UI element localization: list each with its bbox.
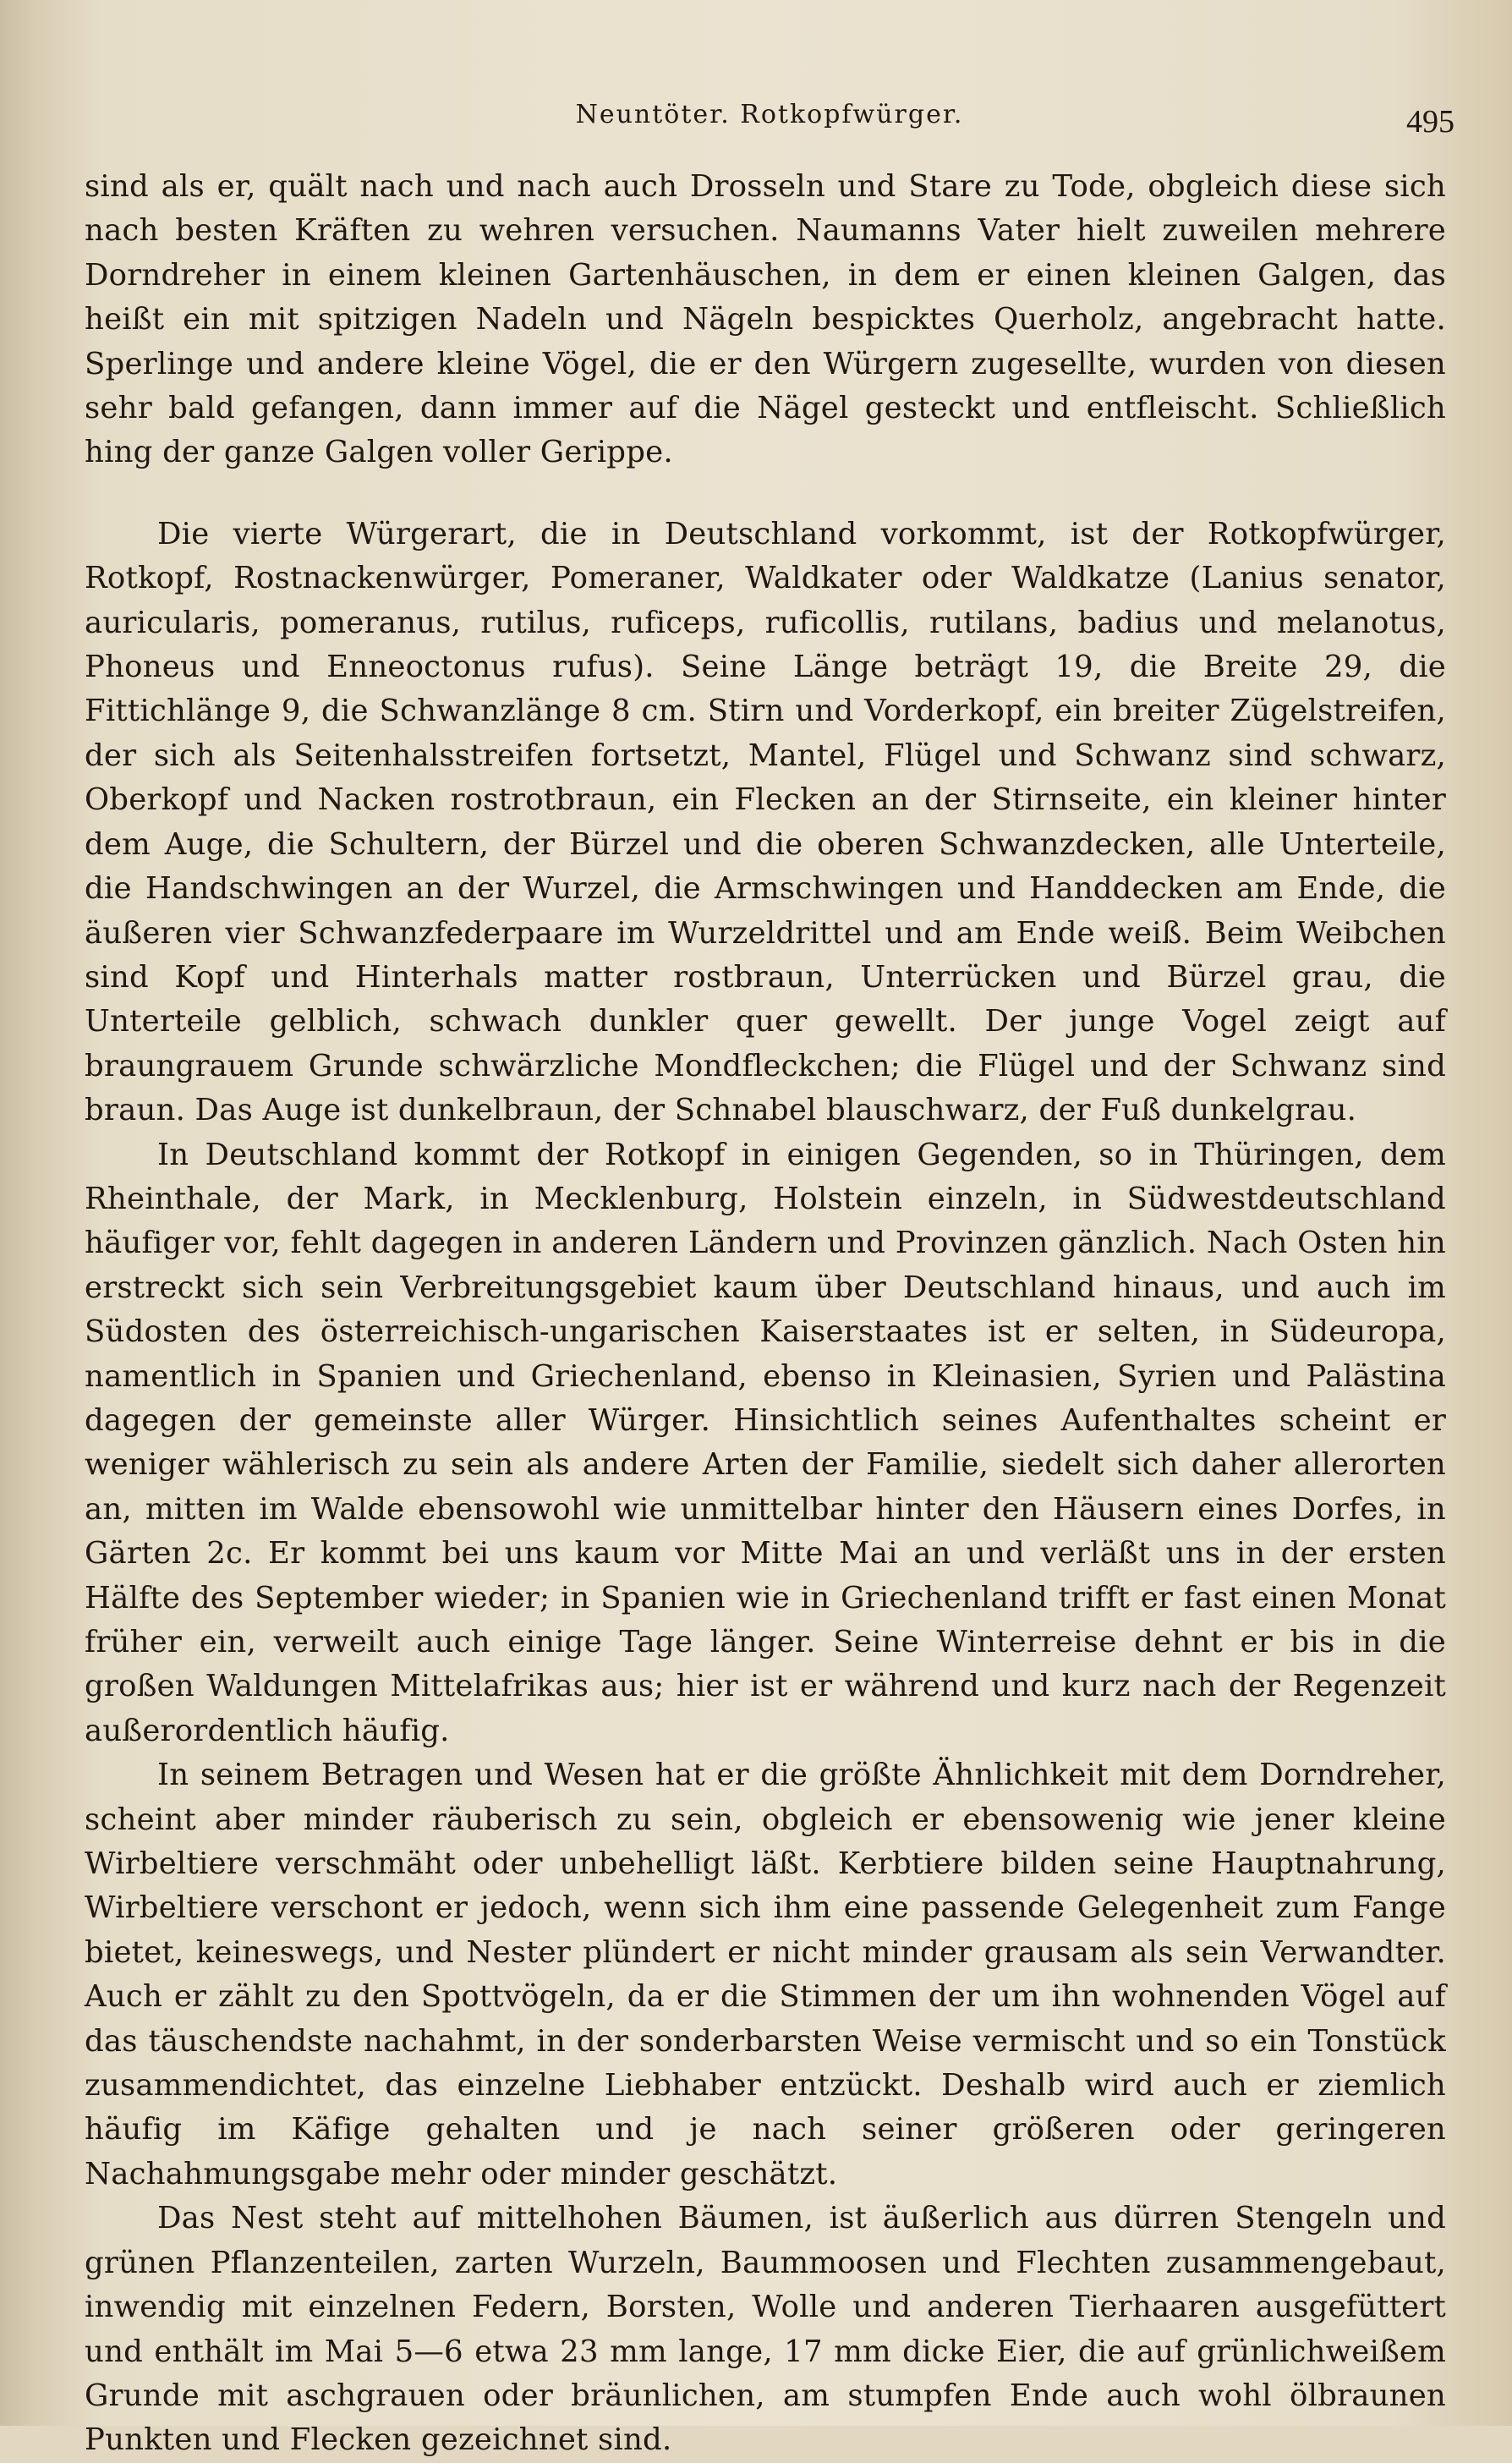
paragraph-behaviour: In seinem Betragen und Wesen hat er die größte Ähnlichkeit mit dem Dorndreher, scheint aber minder räuberisch zu sein, obgleich er ebensowenig wie jener kleine Wirbeltiere verschmäht oder unbehelligt läßt. Kerbtiere bilden seine Hauptnahrung, Wirbeltiere verschont er jedoch, wenn sich ihm eine passende Gelegenheit zum Fange bietet, keineswegs, und Nester plündert er nicht minder grausam als sein Verwandter. Auch er zählt zu den Spottvögeln, da er die Stimmen der um ihn wohnenden Vögel auf das täuschendste nachahmt, in der sonderbarsten Weise vermischt und so ein Tonstück zusammendichtet, das einzelne Liebhaber entzückt. Deshalb wird auch er ziemlich häufig im Käfige gehalten und je nach seiner größeren oder geringeren Nachahmungsgabe mehr oder minder geschätzt. (85, 1758, 1446, 2191)
running-head (85, 100, 1454, 151)
paragraph-nest: Das Nest steht auf mittelhohen Bäumen, ist äußerlich aus dürren Stengeln und grünen Pflanzenteilen, zarten Wurzeln, Baummoosen und Flechten zusammengebaut, inwendig mit einzelnen Federn, Borsten, Wolle und anderen Tierhaaren ausgefüttert und enthält im Mai 5—6 etwa 23 mm lange, 17 mm dicke Eier, die auf grünlichweißem Grunde mit aschgrauen oder bräunlichen, am stumpfen Ende auch wohl ölbraunen Punkten und Flecken gezeichnet sind. (85, 2201, 1446, 2458)
body-text (85, 165, 1446, 2463)
running-title: Neuntöter. Rotkopfwürger. (575, 100, 964, 129)
paragraph-rotkopfwuerger-description: Die vierte Würgerart, die in Deutschland vorkommt, ist der Rotkopfwürger, Rotkopf, Rostnackenwürger, Pomeraner, Waldkater oder Waldkatze (Lanius senator, auricularis, pomeranus, rutilus, ruficeps, ruficollis, rutilans, badius und melanotus, Phoneus und Enneoctonus rufus). Seine Länge beträgt 19, die Breite 29, die Fittichlänge 9, die Schwanzlänge 8 cm. Stirn und Vorderkopf, ein breiter Zügelstreifen, der sich als Seitenhalsstreifen fortsetzt, Mantel, Flügel und Schwanz sind schwarz, Oberkopf und Nacken rostrotbraun, ein Flecken an der Stirnseite, ein kleiner hinter dem Auge, die Schultern, der Bürzel und die oberen Schwanzdecken, alle Unterteile, die Handschwingen an der Wurzel, die Armschwingen und Handdecken am Ende, die äußeren vier Schwanzfederpaare im Wurzeldrittel und am Ende weiß. Beim Weibchen sind Kopf und Hinterhals matter rostbraun, Unterrücken und Bürzel grau, die Unterteile gelblich, schwach dunkler quer gewellt. Der junge Vogel zeigt auf braungrauem Grunde schwärzliche Mondfleckchen; die Flügel und der Schwanz sind braun. Das Auge ist dunkelbraun, der Schnabel blauschwarz, der Fuß dunkelgrau. (85, 516, 1446, 1128)
paragraph-distribution: In Deutschland kommt der Rotkopf in einigen Gegenden, so in Thüringen, dem Rheinthale, der Mark, in Mecklenburg, Holstein einzeln, in Südwestdeutschland häufiger vor, fehlt dagegen in anderen Ländern und Provinzen gänzlich. Nach Osten hin erstreckt sich sein Verbreitungsgebiet kaum über Deutschland hinaus, und auch im Südosten des österreichisch-ungarischen Kaiserstaates ist er selten, in Südeuropa, namentlich in Spanien und Griechenland, ebenso in Kleinasien, Syrien und Palästina dagegen der gemeinste aller Würger. Hinsichtlich seines Aufenthaltes scheint er weniger wählerisch zu sein als andere Arten der Familie, siedelt sich daher allerorten an, mitten im Walde ebensowohl wie unmittelbar hinter den Häusern eines Dorfes, in Gärten 2c. Er kommt bei uns kaum vor Mitte Mai an und verläßt uns in der ersten Hälfte des September wieder; in Spanien wie in Griechenland trifft er fast einen Monat früher ein, verweilt auch einige Tage länger. Seine Winterreise dehnt er bis in die großen Waldungen Mittelafrikas aus; hier ist er während und kurz nach der Regenzeit außerordentlich häufig. (85, 1137, 1446, 1748)
paragraph-continuation: sind als er, quält nach und nach auch Drosseln und Stare zu Tode, obgleich diese sich nach besten Kräften zu wehren versuchen. Naumanns Vater hielt zuweilen mehrere Dorndreher in einem kleinen Gartenhäuschen, in dem er einen kleinen Galgen, das heißt ein mit spitzigen Nadeln und Nägeln bespicktes Querholz, angebracht hatte. Sperlinge und andere kleine Vögel, die er den Würgern zugesellte, wurden von diesen sehr bald gefangen, dann immer auf die Nägel gesteckt und entfleischt. Schließlich hing der ganze Galgen voller Gerippe. (85, 169, 1446, 470)
page-number: 495 (1406, 104, 1454, 140)
